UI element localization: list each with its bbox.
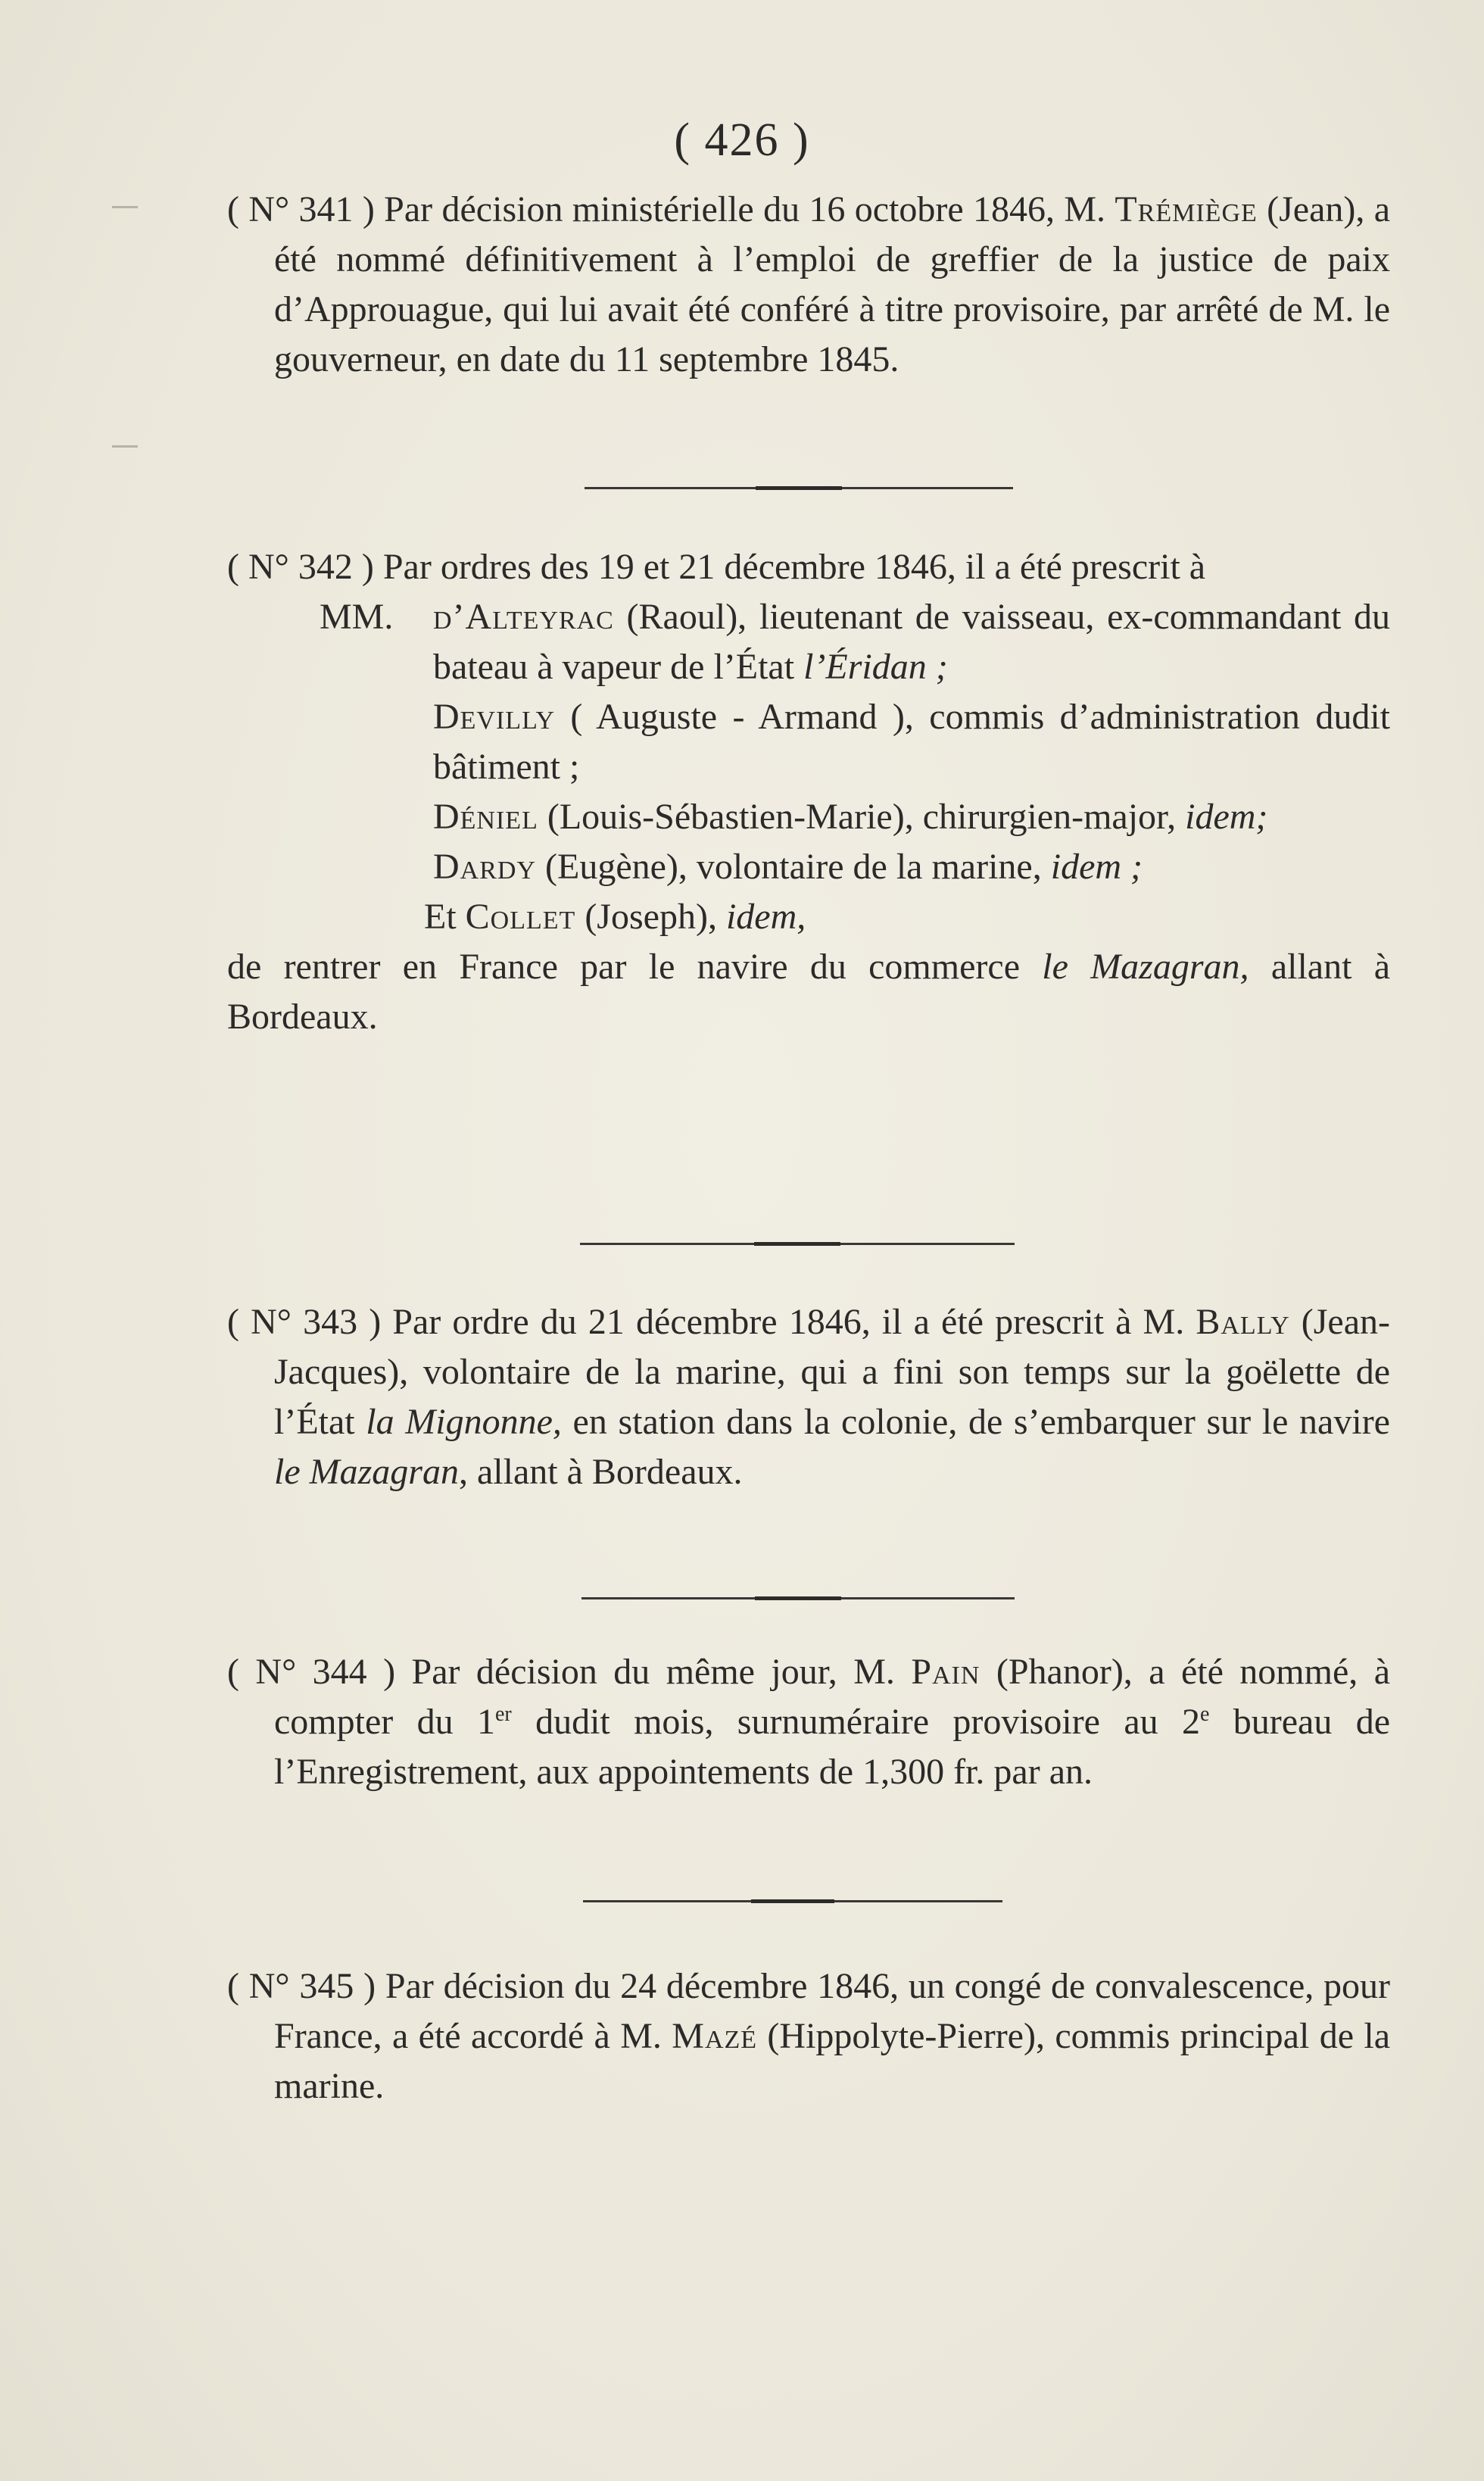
person-name: Devilly bbox=[433, 697, 555, 737]
margin-mark bbox=[112, 206, 138, 208]
person-name: Collet bbox=[465, 897, 576, 937]
entry-number: ( N° 345 ) bbox=[227, 1966, 376, 2006]
section-divider bbox=[585, 487, 1013, 489]
entry-343-text: ( N° 343 ) Par ordre du 21 décembre 1846, il a été prescrit à M. Bally (Jean-Jacques), volontaire de la marine, qui a fini son temps sur la goëlette de l’État la Mignonne, en station dans la colonie, de s’embarquer sur le navire le Mazagran, allant à Bordeaux. bbox=[227, 1302, 1391, 1492]
person-name: Pain bbox=[911, 1652, 980, 1692]
person-name: Trémiège bbox=[1115, 189, 1258, 229]
entry-342-intro: ( N° 342 ) Par ordres des 19 et 21 décembre 1846, il a été prescrit à bbox=[227, 547, 1206, 587]
ship-name: le Mazagran bbox=[274, 1452, 459, 1492]
person-entry: Et Collet (Joseph), idem, bbox=[424, 897, 806, 937]
entry-342-outro: de rentrer en France par le navire du commerce le Mazagran, allant à Bordeaux. bbox=[227, 947, 1391, 1037]
entry-344 bbox=[227, 1647, 1390, 1797]
person-entry: Devilly ( Auguste - Armand ), commis d’administration dudit bâtiment ; bbox=[433, 697, 1390, 787]
entry-342 bbox=[227, 542, 1390, 1042]
entry-344-text: ( N° 344 ) Par décision du même jour, M. Pain (Phanor), a été nommé, à compter du 1er dudit mois, surnuméraire provisoire au 2e bureau de l’Enregistrement, aux appointements de 1,300 fr. par an. bbox=[227, 1652, 1391, 1792]
person-entry: Déniel (Louis-Sébastien-Marie), chirurgien-major, idem; bbox=[433, 797, 1268, 837]
person-name: d’Alteyrac bbox=[433, 597, 614, 637]
page-number: ( 426 ) bbox=[674, 114, 810, 166]
entry-number: ( N° 344 ) bbox=[227, 1652, 396, 1692]
entry-number: ( N° 341 ) bbox=[227, 189, 375, 229]
section-divider bbox=[580, 1243, 1015, 1245]
person-name: Bally bbox=[1196, 1302, 1290, 1342]
entry-341 bbox=[227, 185, 1390, 385]
person-name: Déniel bbox=[433, 797, 538, 837]
mm-label: MM. bbox=[320, 597, 394, 637]
margin-mark bbox=[112, 445, 138, 448]
persons-list bbox=[227, 592, 1390, 942]
entry-number: ( N° 342 ) bbox=[227, 547, 374, 587]
entry-345-text: ( N° 345 ) Par décision du 24 décembre 1846, un congé de convalescence, pour France, a été accordé à M. Mazé (Hippolyte-Pierre), commis principal de la marine. bbox=[227, 1966, 1391, 2106]
ship-name: le Mazagran, bbox=[1042, 947, 1249, 987]
person-name: Mazé bbox=[672, 2016, 758, 2056]
person-entry: d’Alteyrac (Raoul), lieutenant de vaisseau, ex-commandant du bateau à vapeur de l’État l’Éridan ; bbox=[433, 597, 1390, 687]
entry-343 bbox=[227, 1297, 1390, 1497]
section-divider bbox=[583, 1900, 1002, 1902]
person-entry: Dardy (Eugène), volontaire de la marine, idem ; bbox=[433, 847, 1143, 887]
entry-341-text: ( N° 341 ) Par décision ministérielle du 16 octobre 1846, M. Trémiège (Jean), a été nommé définitivement à l’emploi de greffier de la justice de paix d’Approuague, qui lui avait été conféré à titre provisoire, par arrêté de M. le gouverneur, en date du 11 septembre 1845. bbox=[227, 189, 1391, 379]
section-divider bbox=[581, 1597, 1015, 1599]
ship-name: la Mignonne, bbox=[366, 1402, 562, 1442]
ship-name: l’Éridan ; bbox=[803, 647, 948, 687]
entry-345 bbox=[227, 1961, 1390, 2111]
person-name: Dardy bbox=[433, 847, 537, 887]
entry-number: ( N° 343 ) bbox=[227, 1302, 382, 1342]
